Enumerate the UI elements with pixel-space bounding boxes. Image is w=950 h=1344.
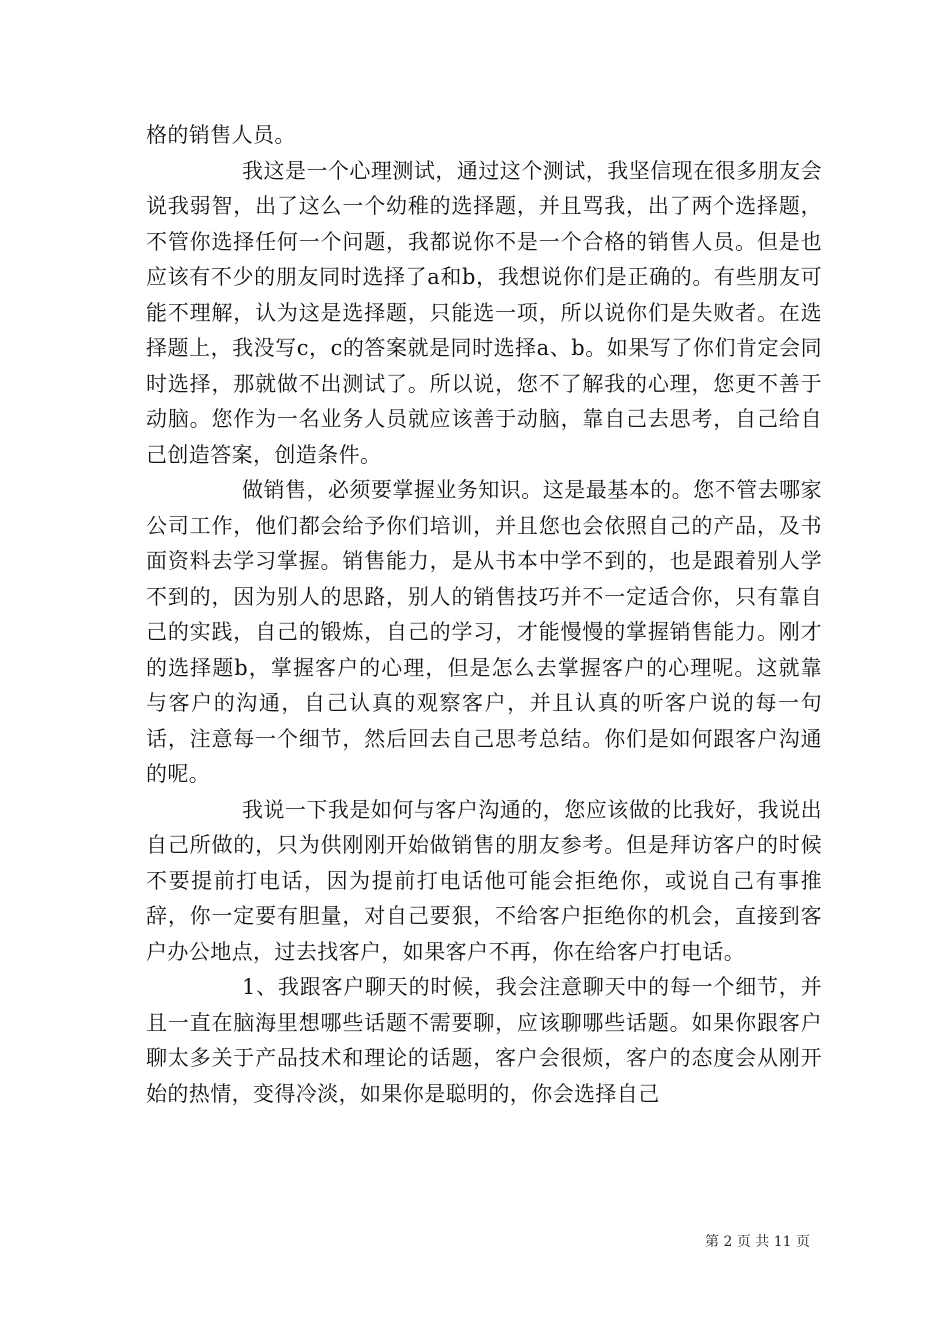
paragraph-continuation: 格的销售人员。 <box>146 123 296 147</box>
paragraph-psychology-test: 我这是一个心理测试，通过这个测试，我坚信现在很多朋友会说我弱智，出了这么一个幼稚的选择题，并且骂我，出了两个选择题，不管你选择任何一个问题，我都说你不是一个合格的销售人员。但是也应该有不少的朋友同时选择了a和b，我想说你们是正确的。有些朋友可能不理解，认为这是选择题，只能选一项，所以说你们是失败者。在选择题上，我没写c，c的答案就是同时选择a、b。如果写了你们肯定会同时选择，那就做不出测试了。所以说，您不了解我的心理，您更不善于动脑。您作为一名业务人员就应该善于动脑，靠自己去思考，自己给自己创造答案，创造条件。 <box>146 158 822 467</box>
page-number-footer: 第 2 页 共 11 页 <box>705 1234 810 1250</box>
body-text <box>146 118 822 1112</box>
paragraph-client-communication: 我说一下我是如何与客户沟通的，您应该做的比我好，我说出自己所做的，只为供刚刚开始做销售的朋友参考。但是拜访客户的时候不要提前打电话，因为提前打电话他可能会拒绝你，或说自己有事推辞，你一定要有胆量，对自己要狠，不给客户拒绝你的机会，直接到客户办公地点，过去找客户，如果客户不再，你在给客户打电话。 <box>146 797 822 964</box>
paragraph-point-1: 1、我跟客户聊天的时候，我会注意聊天中的每一个细节，并且一直在脑海里想哪些话题不需要聊，应该聊哪些话题。如果你跟客户聊太多关于产品技术和理论的话题，客户会很烦，客户的态度会从刚开始的热情，变得冷淡，如果你是聪明的，你会选择自己 <box>146 975 822 1106</box>
paragraph-sales-knowledge: 做销售，必须要掌握业务知识。这是最基本的。您不管去哪家公司工作，他们都会给予你们培训，并且您也会依照自己的产品，及书面资料去学习掌握。销售能力，是从书本中学不到的，也是跟着别人学不到的，因为别人的思路，别人的销售技巧并不一定适合你，只有靠自己的实践，自己的锻炼，自己的学习，才能慢慢的掌握销售能力。刚才的选择题b，掌握客户的心理，但是怎么去掌握客户的心理呢。这就靠与客户的沟通，自己认真的观察客户，并且认真的听客户说的每一句话，注意每一个细节，然后回去自己思考总结。你们是如何跟客户沟通的呢。 <box>146 478 822 786</box>
